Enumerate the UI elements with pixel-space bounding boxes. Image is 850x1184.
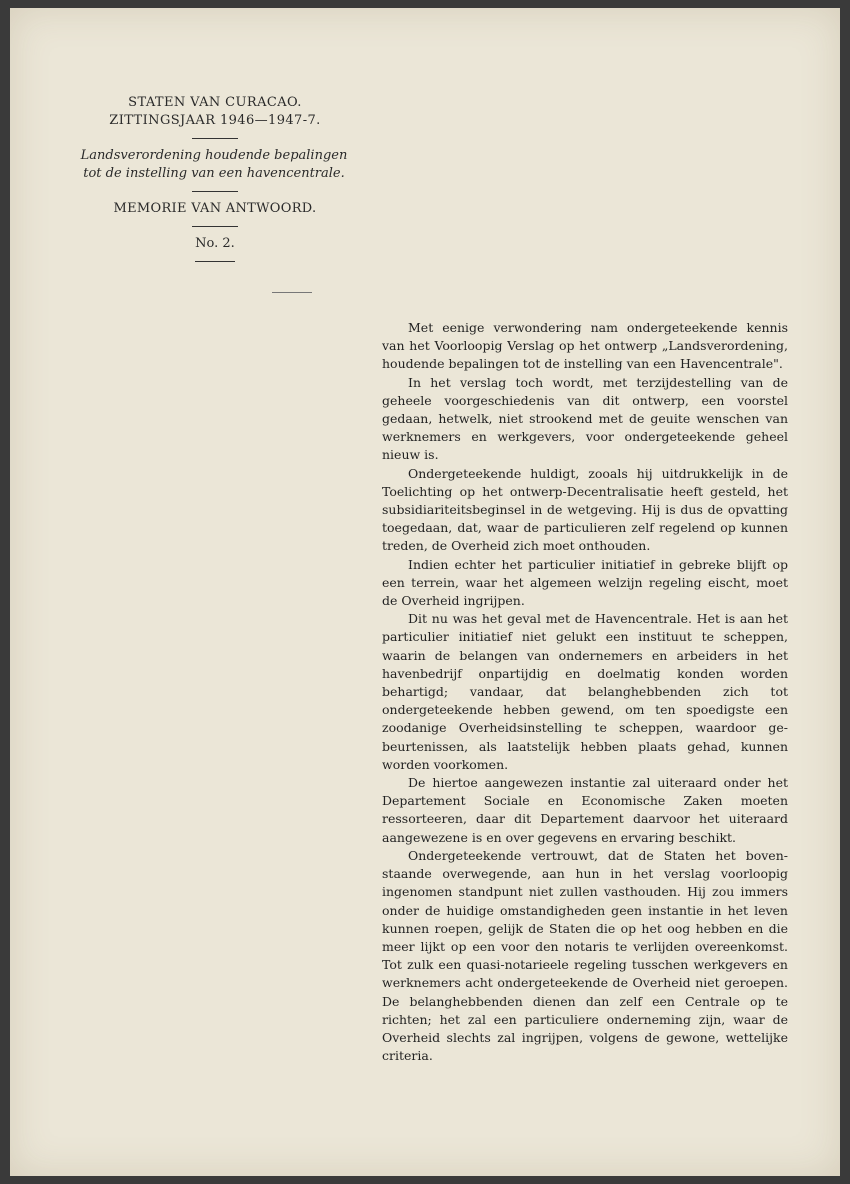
paragraph: Dit nu was het geval met de Havencentrale. Het is aan het particulier initiatief niet gelukt een instituut te scheppen, waarin de belangen van ondernemers en arbeiders in het havenbedrijf onpartijdig en doelmatig konden worden behartigd; vandaar, dat belanghebbenden zich tot ondergeteekende hebben gewend, om ten spoedigste een zoodanige Overheidsinstelling te scheppen, waardoor gebeurtenissen, als laatstelijk hebben plaats gehad, kunnen worden voorkomen.: [382, 611, 788, 772]
body-text: [382, 319, 788, 1065]
divider: [272, 292, 312, 293]
document-number: No. 2.: [195, 236, 235, 251]
paragraph: Indien echter het particulier initiatief in gebreke blijft op een terrein, waar het algemeen welzijn regeling eischt, moet de Overheid ingrijpen.: [382, 556, 788, 609]
paragraph: Met eenige verwondering nam ondergeteekende kennis van het Voorloopig Verslag op het ontwerp „Landsverordening, houdende bepalingen tot de instelling van een Havencentrale".: [382, 320, 788, 372]
subtitle-line: tot de instelling van een havencentrale.: [83, 166, 345, 181]
document-type: MEMORIE VAN ANTWOORD.: [113, 201, 317, 216]
document-header: [60, 94, 370, 270]
header-title: STATEN VAN CURACAO.: [128, 95, 302, 110]
document-page: [10, 8, 840, 1176]
paragraph: Ondergeteekende huldigt, zooals hij uitdrukkelijk in de Toelichting op het ontwerp-Decentralisatie heeft gesteld, het subsidiariteitsbeginsel in de wetgeving. Hij is dus de opvatting toegedaan, dat, waar de particulieren zelf regelend op kunnen treden, de Overheid zich moet onthouden.: [382, 465, 788, 554]
divider: [192, 138, 238, 139]
paragraph: De hiertoe aangewezen instantie zal uiteraard onder het Departement Sociale en Economische Zaken moeten ressorteeren, daar dit Departement daarvoor het uiteraard aangewezene is en over gegevens en ervaring beschikt.: [382, 775, 788, 845]
header-subtitle: [50, 147, 378, 183]
divider: [192, 191, 238, 192]
divider: [195, 261, 235, 262]
paragraph: In het verslag toch wordt, met terzijdestelling van de geheele voorgeschiedenis van dit ontwerp, een voorstel gedaan, hetwelk, niet strookend met de geuite wenschen van werknemers en werkgevers, voor ondergeteekende geheel nieuw is.: [382, 374, 788, 463]
header-session: ZITTINGSJAAR 1946—1947-7.: [109, 113, 321, 128]
paragraph: Ondergeteekende vertrouwt, dat de Staten het bovenstaande overwegende, aan hun in het verslag voorloopig ingenomen standpunt niet zullen vasthouden. Hij zou immers onder de huidige omstandigheden geen instantie in het leven kunnen roepen, gelijk de Staten die op het oog hebben en die meer lijkt op een voor den notaris te verlijden overeenkomst. Tot zulk een quasi-notarieele regeling tusschen werkgevers en werknemers acht ondergeteekende de Overheid niet geroepen. De belanghebbenden dienen dan zelf een Centrale op te richten; het zal een particuliere onderneming zijn, waar de Overheid slechts zal ingrijpen, volgens de gewone, wettelijke criteria.: [382, 847, 788, 1064]
subtitle-line: Landsverordening houdende bepalingen: [80, 148, 348, 163]
divider: [192, 226, 238, 227]
